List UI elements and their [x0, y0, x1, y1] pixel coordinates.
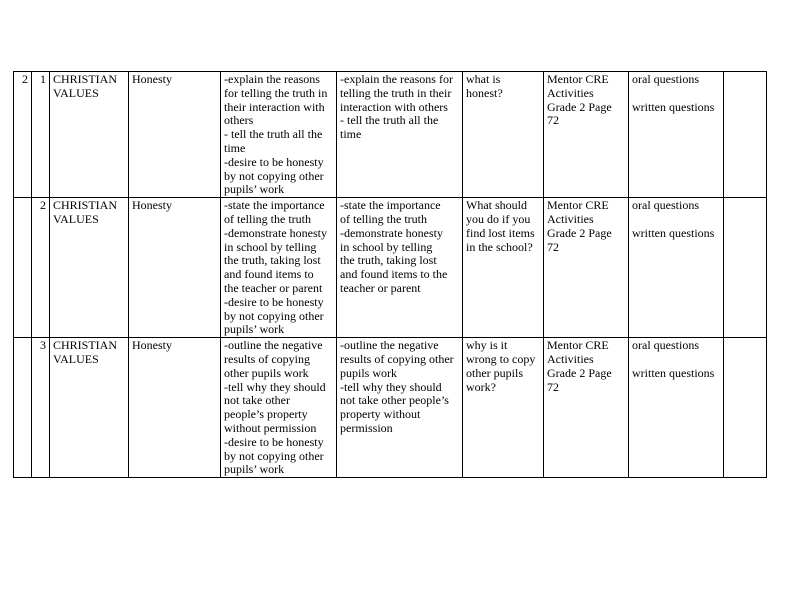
outcome-line: people’s property — [224, 407, 308, 422]
experience-line: -state the importance — [340, 198, 441, 213]
outcome-line: others — [224, 113, 254, 128]
inquiry-line: what is — [466, 72, 501, 86]
sub-strand-text: Honesty — [132, 338, 172, 353]
outcome-line: pupils’ work — [224, 322, 285, 337]
sub-strand-cell — [129, 72, 221, 198]
resource-line: Mentor CRE — [547, 72, 609, 86]
outcome-line: by not copying other — [224, 308, 324, 323]
outcome-line: -desire to be honesty — [224, 434, 324, 449]
outcome-line: other pupils work — [224, 365, 309, 380]
resource-line: Mentor CRE — [547, 198, 609, 213]
outcome-line: of telling the truth — [224, 211, 311, 226]
resource-line: 72 — [547, 113, 559, 128]
lesson-cell: 3 — [32, 338, 50, 478]
sub-strand-cell — [129, 198, 221, 338]
lesson-cell: 2 — [32, 198, 50, 338]
outcome-line: -outline the negative — [224, 338, 323, 353]
experience-line: -outline the negative — [340, 338, 439, 353]
strand-line: CHRISTIAN — [53, 338, 118, 353]
strand-line: VALUES — [53, 211, 99, 226]
resources-cell — [544, 72, 629, 198]
remarks-cell — [724, 198, 767, 338]
learning-experiences-cell — [337, 72, 463, 198]
experience-line: -tell why they should — [340, 379, 442, 394]
strand-cell — [50, 72, 129, 198]
outcome-line: for telling the truth in — [224, 85, 328, 100]
experience-line: results of copying other — [340, 351, 454, 366]
inquiry-line: What should — [466, 198, 527, 213]
table-row — [14, 198, 767, 338]
outcome-line: - tell the truth all the — [224, 127, 323, 142]
experience-line: permission — [340, 420, 393, 435]
experience-line: of telling the truth — [340, 211, 427, 226]
experience-line: -explain the reasons for — [340, 72, 453, 86]
learning-outcomes-cell — [221, 338, 337, 478]
outcome-line: the teacher or parent — [224, 280, 323, 295]
outcome-line: time — [224, 140, 246, 155]
sub-strand-cell — [129, 338, 221, 478]
scheme-of-work-table — [13, 71, 767, 478]
experience-line: telling the truth in their — [340, 85, 452, 100]
experience-line: and found items to the — [340, 267, 448, 282]
assessment-line: oral questions — [632, 72, 699, 86]
inquiry-line: other pupils — [466, 365, 523, 380]
experience-line: time — [340, 127, 362, 142]
strand-line: VALUES — [53, 85, 99, 100]
assessment-cell — [629, 198, 724, 338]
strand-line: CHRISTIAN — [53, 198, 118, 213]
learning-outcomes-cell — [221, 198, 337, 338]
inquiry-line: work? — [466, 379, 496, 394]
experience-line: in school by telling — [340, 239, 433, 254]
inquiry-line: you do if you — [466, 211, 531, 226]
sub-strand-text: Honesty — [132, 198, 172, 213]
remarks-cell — [724, 72, 767, 198]
assessment-cell — [629, 338, 724, 478]
learning-experiences-cell — [337, 338, 463, 478]
outcome-line: -explain the reasons — [224, 72, 320, 86]
outcome-line: not take other — [224, 393, 290, 408]
assessment-line: written questions — [632, 225, 715, 240]
experience-line: property without — [340, 407, 421, 422]
outcome-line: their interaction with — [224, 99, 325, 114]
outcome-line: -tell why they should — [224, 379, 326, 394]
outcome-line: -desire to be honesty — [224, 154, 324, 169]
inquiry-line: find lost items — [466, 225, 535, 240]
lesson-cell: 1 — [32, 72, 50, 198]
resource-line: Grade 2 Page — [547, 225, 612, 240]
assessment-line: oral questions — [632, 338, 699, 353]
experience-line: pupils work — [340, 365, 397, 380]
table-row — [14, 338, 767, 478]
strand-line: VALUES — [53, 351, 99, 366]
resource-line: 72 — [547, 239, 559, 254]
outcome-line: pupils’ work — [224, 462, 285, 477]
week-cell — [14, 198, 32, 338]
learning-experiences-cell — [337, 198, 463, 338]
experience-line: the truth, taking lost — [340, 253, 437, 268]
outcome-line: by not copying other — [224, 448, 324, 463]
strand-cell — [50, 198, 129, 338]
outcome-line: in school by telling — [224, 239, 317, 254]
strand-cell — [50, 338, 129, 478]
experience-line: -demonstrate honesty — [340, 225, 443, 240]
outcome-line: results of copying — [224, 351, 310, 366]
resource-line: 72 — [547, 379, 559, 394]
inquiry-line: in the school? — [466, 239, 533, 254]
outcome-line: by not copying other — [224, 168, 324, 183]
resources-cell — [544, 338, 629, 478]
resources-cell — [544, 198, 629, 338]
learning-outcomes-cell — [221, 72, 337, 198]
resource-line: Activities — [547, 85, 594, 100]
assessment-line: oral questions — [632, 198, 699, 213]
assessment-line: written questions — [632, 365, 715, 380]
outcome-line: -state the importance — [224, 198, 325, 213]
inquiry-line: honest? — [466, 85, 503, 100]
resource-line: Mentor CRE — [547, 338, 609, 353]
inquiry-question-cell — [463, 72, 544, 198]
experience-line: teacher or parent — [340, 280, 421, 295]
sub-strand-text: Honesty — [132, 72, 172, 86]
remarks-cell — [724, 338, 767, 478]
outcome-line: -demonstrate honesty — [224, 225, 327, 240]
resource-line: Grade 2 Page — [547, 365, 612, 380]
week-cell: 2 — [14, 72, 32, 198]
experience-line: interaction with others — [340, 99, 448, 114]
table-row — [14, 72, 767, 198]
resource-line: Activities — [547, 351, 594, 366]
inquiry-question-cell — [463, 198, 544, 338]
assessment-cell — [629, 72, 724, 198]
experience-line: - tell the truth all the — [340, 113, 439, 128]
outcome-line: pupils’ work — [224, 182, 285, 197]
assessment-line: written questions — [632, 99, 715, 114]
outcome-line: -desire to be honesty — [224, 294, 324, 309]
outcome-line: without permission — [224, 420, 317, 435]
resource-line: Activities — [547, 211, 594, 226]
outcome-line: the truth, taking lost — [224, 253, 321, 268]
inquiry-question-cell — [463, 338, 544, 478]
resource-line: Grade 2 Page — [547, 99, 612, 114]
experience-line: not take other people’s — [340, 393, 449, 408]
week-cell — [14, 338, 32, 478]
inquiry-line: why is it — [466, 338, 508, 353]
inquiry-line: wrong to copy — [466, 351, 536, 366]
strand-line: CHRISTIAN — [53, 72, 118, 86]
outcome-line: and found items to — [224, 267, 314, 282]
